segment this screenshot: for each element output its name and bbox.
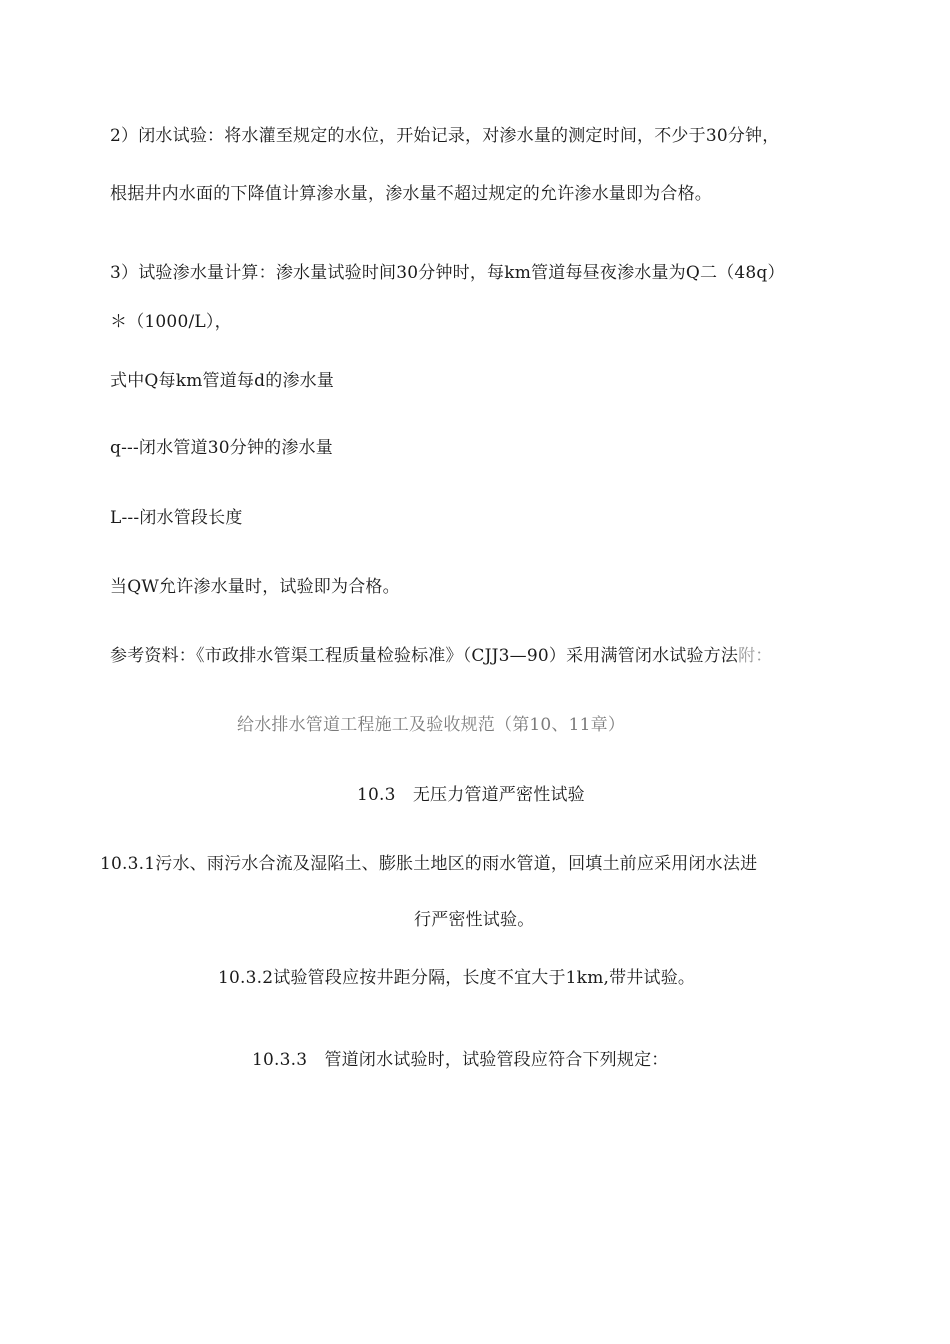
paragraph-2-line-1: 2）闭水试验：将水灌至规定的水位，开始记录，对渗水量的测定时间，不少于30分钟， [110,126,780,146]
formula-q-definition: 式中Q每km管道每d的渗水量 [110,371,335,391]
reference-suffix: 附： [738,646,773,666]
reference-main: 参考资料：《市政排水管渠工程质量检验标准》（CJJ3—90）采用满管闭水试验方法 [110,646,739,666]
clause-10-3-2: 10.3.2试验管段应按井距分隔，长度不宜大于1km,带井试验。 [218,968,696,988]
clause-10-3-1-line-2: 行严密性试验。 [414,910,535,930]
appendix-title: 给水排水管道工程施工及验收规范（第10、11章） [237,715,626,735]
paragraph-2-line-2: 根据井内水面的下降值计算渗水量，渗水量不超过规定的允许渗水量即为合格。 [110,184,712,204]
clause-10-3-1-line-1: 10.3.1污水、雨污水合流及湿陷土、膨胀土地区的雨水管道，回填土前应采用闭水法进 [100,854,758,874]
clause-10-3-3: 10.3.3 管道闭水试验时，试验管段应符合下列规定： [252,1050,669,1070]
section-heading: 10.3 无压力管道严密性试验 [357,785,585,805]
paragraph-3-line-1: 3）试验渗水量计算：渗水量试验时间30分钟时，每km管道每昼夜渗水量为Q二（48q） [110,263,785,283]
reference-line [110,644,773,668]
paragraph-3-line-2: ＊（1000/L）， [110,312,232,332]
formula-small-q-definition: q---闭水管道30分钟的渗水量 [110,438,333,458]
pass-condition: 当QW允许渗水量时，试验即为合格。 [110,577,400,597]
formula-l-definition: L---闭水管段长度 [110,508,243,528]
